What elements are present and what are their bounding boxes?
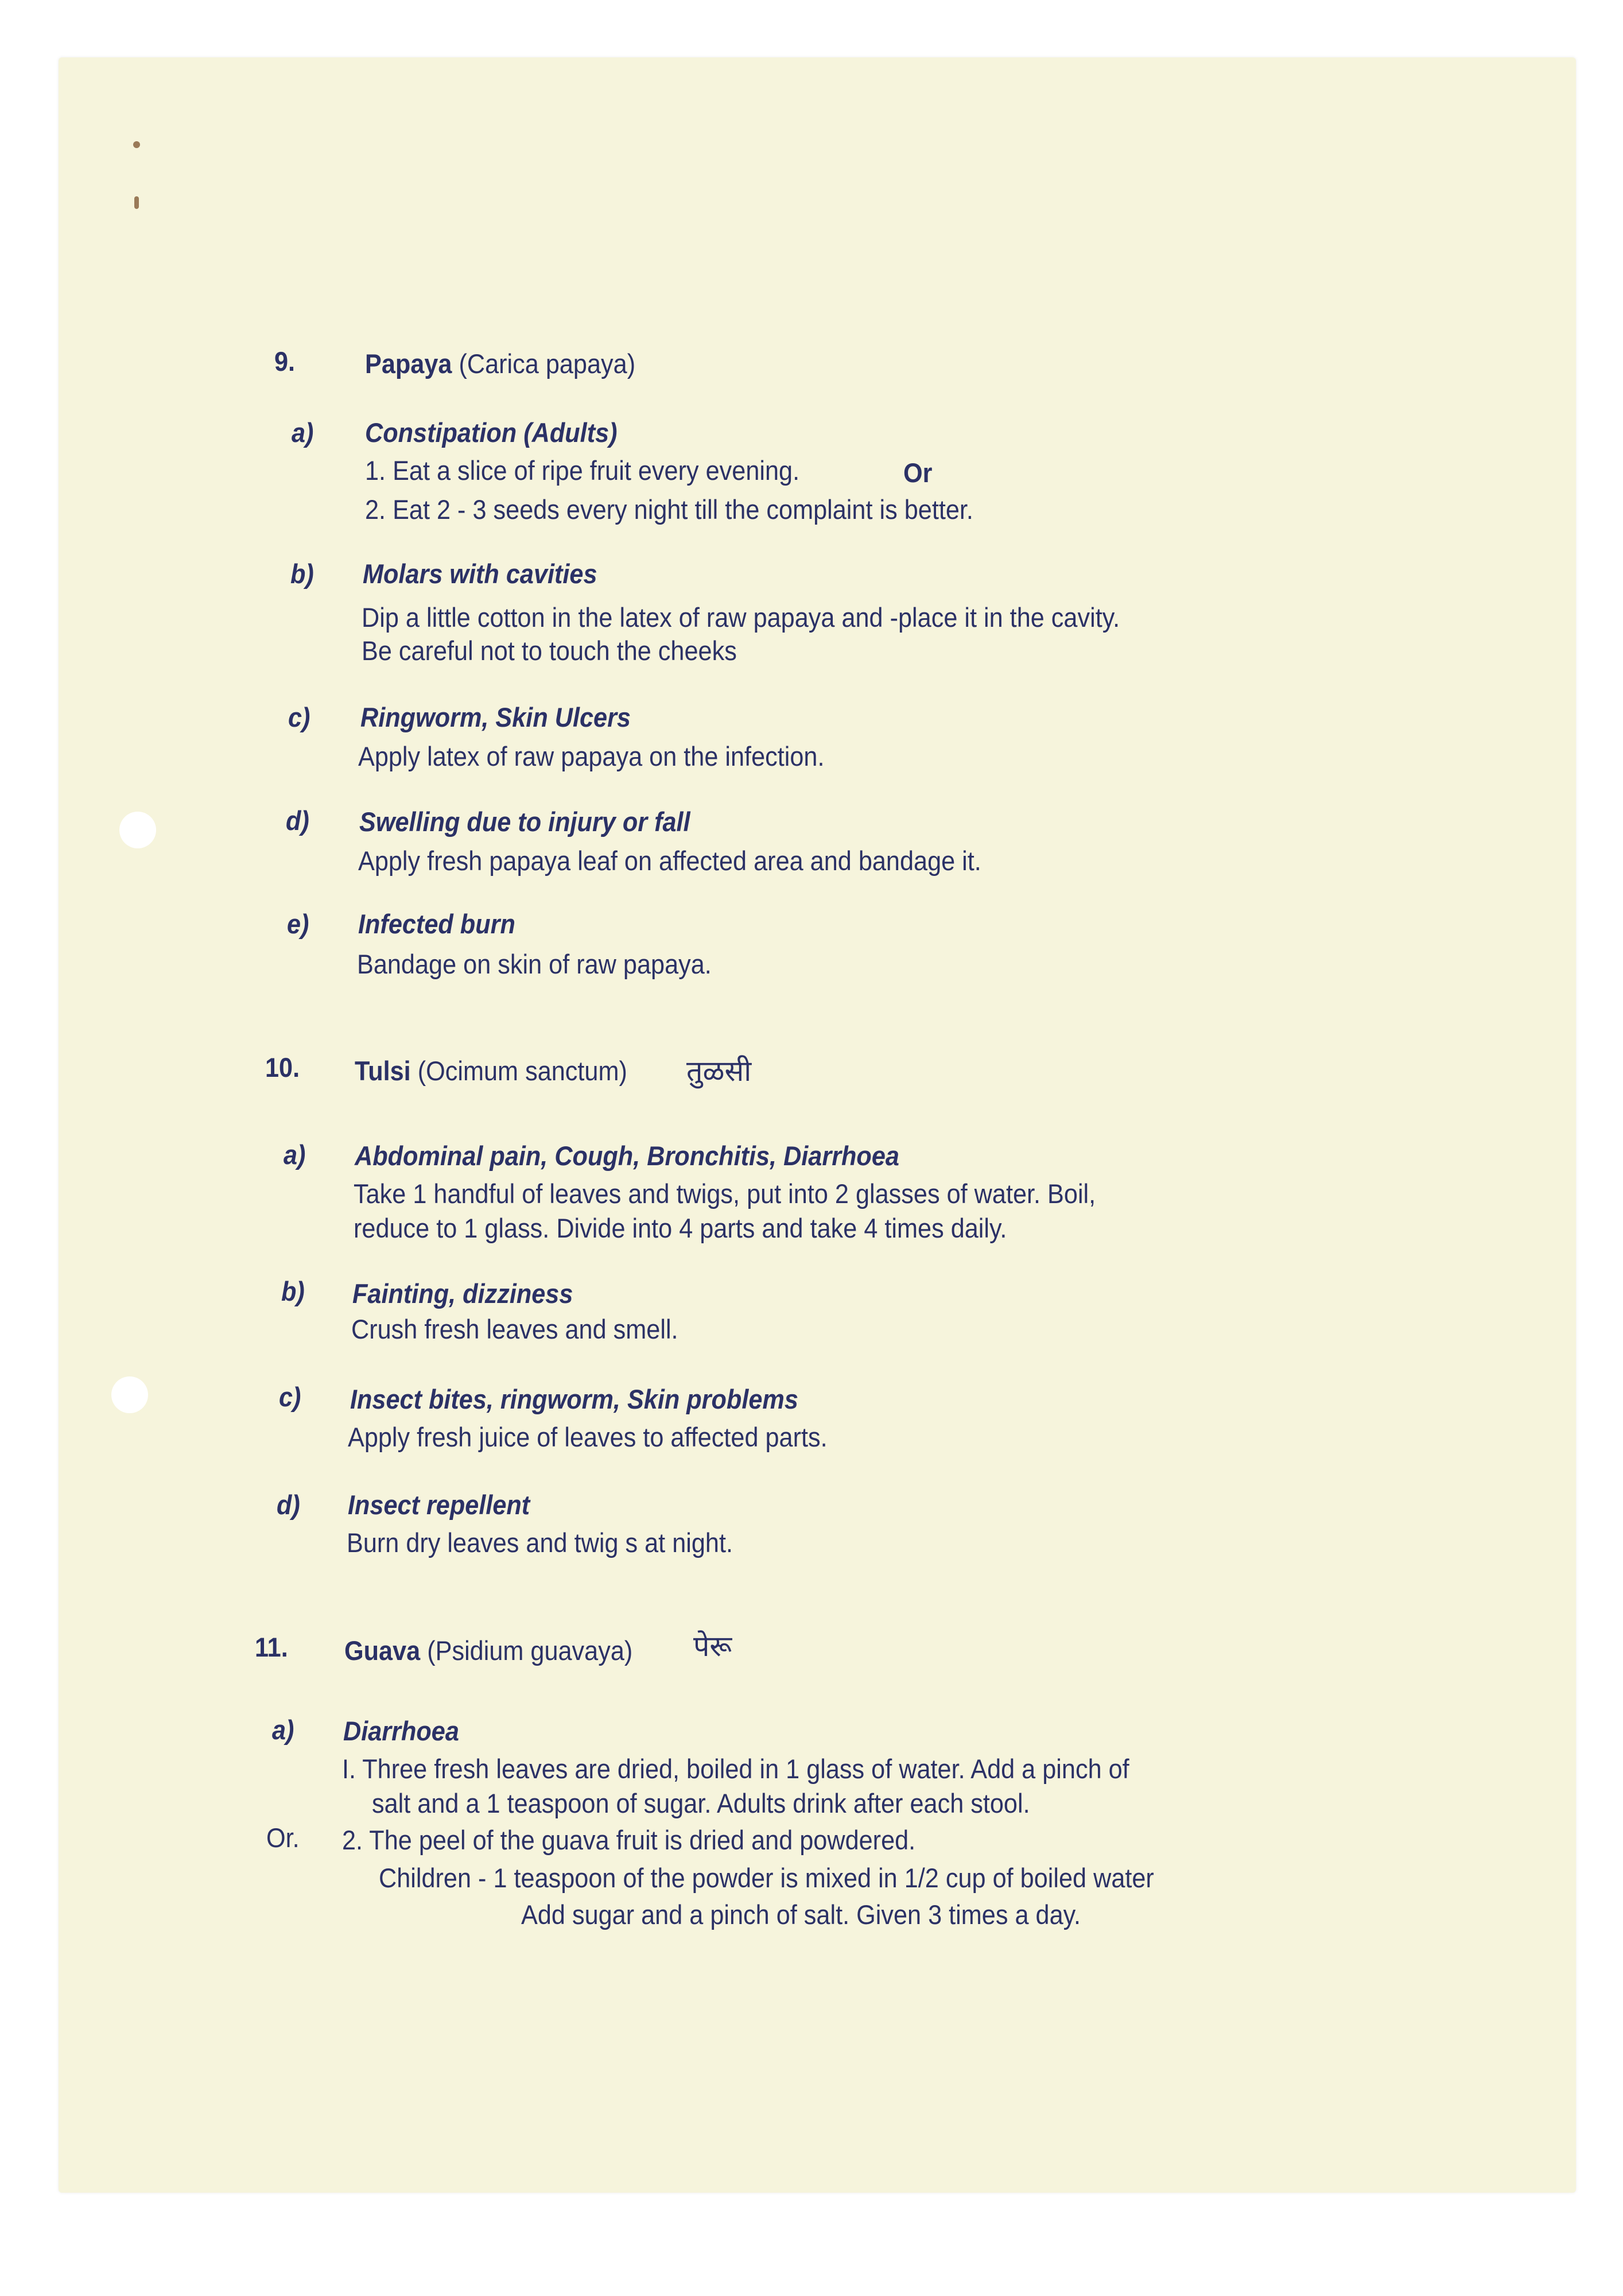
item-line: Children - 1 teaspoon of the powder is mixed in 1/2 cup of boiled water <box>379 1863 1154 1893</box>
item-line: Be careful not to touch the cheeks <box>362 635 737 666</box>
section-number: 10. <box>265 1052 300 1083</box>
item-title: Constipation (Adults) <box>365 417 618 448</box>
item-letter: c) <box>288 702 310 732</box>
item-title: Fainting, dizziness <box>352 1278 573 1309</box>
item-line: I. Three fresh leaves are dried, boiled in 1 glass of water. Add a pinch of <box>342 1754 1129 1784</box>
item-line: Crush fresh leaves and smell. <box>351 1314 678 1344</box>
item-line: Apply fresh juice of leaves to affected parts. <box>348 1422 828 1452</box>
item-line: 2. The peel of the guava fruit is dried and powdered. <box>342 1825 916 1855</box>
item-letter: a) <box>284 1139 306 1170</box>
item-title: Infected burn <box>358 909 515 939</box>
item-title: Diarrhoea <box>343 1716 459 1746</box>
local-name: तुळसी <box>686 1054 752 1088</box>
item-line: Apply latex of raw papaya on the infection. <box>358 741 825 771</box>
item-line: 1. Eat a slice of ripe fruit every evening. <box>365 455 800 486</box>
plant-name: Tulsi <box>355 1056 411 1086</box>
or-label: Or <box>903 457 933 488</box>
item-letter: d) <box>277 1490 300 1520</box>
item-letter: c) <box>279 1382 301 1412</box>
item-line: Burn dry leaves and twig s at night. <box>347 1527 733 1558</box>
section-number: 9. <box>274 346 296 377</box>
section-heading <box>365 347 635 381</box>
item-line: Apply fresh papaya leaf on affected area and bandage it. <box>358 846 981 876</box>
item-title: Insect bites, ringworm, Skin problems <box>350 1384 798 1414</box>
item-letter: d) <box>286 805 309 836</box>
botanical-name: (Psidium guavaya) <box>427 1635 633 1666</box>
item-line: Dip a little cotton in the latex of raw papaya and -place it in the cavity. <box>362 602 1120 633</box>
item-letter: e) <box>287 909 309 939</box>
item-letter: b) <box>290 559 314 589</box>
section-heading <box>344 1634 632 1668</box>
botanical-name: (Carica papaya) <box>459 348 636 379</box>
item-letter: a) <box>272 1715 294 1745</box>
section-heading <box>355 1054 627 1088</box>
item-title: Abdominal pain, Cough, Bronchitis, Diarrhoea <box>355 1141 899 1171</box>
botanical-name: (Ocimum sanctum) <box>417 1056 627 1086</box>
plant-name: Guava <box>344 1635 421 1666</box>
item-line: Bandage on skin of raw papaya. <box>357 949 712 979</box>
item-title: Insect repellent <box>348 1490 530 1520</box>
item-title: Molars with cavities <box>363 559 597 589</box>
local-name: पेरू <box>693 1630 732 1663</box>
plant-name: Papaya <box>365 348 452 379</box>
or-label: Or. <box>266 1822 300 1853</box>
item-line: salt and a 1 teaspoon of sugar. Adults drink after each stool. <box>372 1788 1030 1818</box>
item-line: Add sugar and a pinch of salt. Given 3 times a day. <box>521 1899 1081 1930</box>
item-title: Ringworm, Skin Ulcers <box>360 702 631 732</box>
item-letter: b) <box>281 1276 305 1306</box>
item-letter: a) <box>292 417 314 448</box>
item-title: Swelling due to injury or fall <box>359 806 690 837</box>
item-line: Take 1 handful of leaves and twigs, put into 2 glasses of water. Boil, <box>354 1178 1096 1209</box>
item-line: reduce to 1 glass. Divide into 4 parts and take 4 times daily. <box>354 1213 1007 1243</box>
section-number: 11. <box>255 1632 288 1662</box>
item-line: 2. Eat 2 - 3 seeds every night till the complaint is better. <box>365 494 973 525</box>
